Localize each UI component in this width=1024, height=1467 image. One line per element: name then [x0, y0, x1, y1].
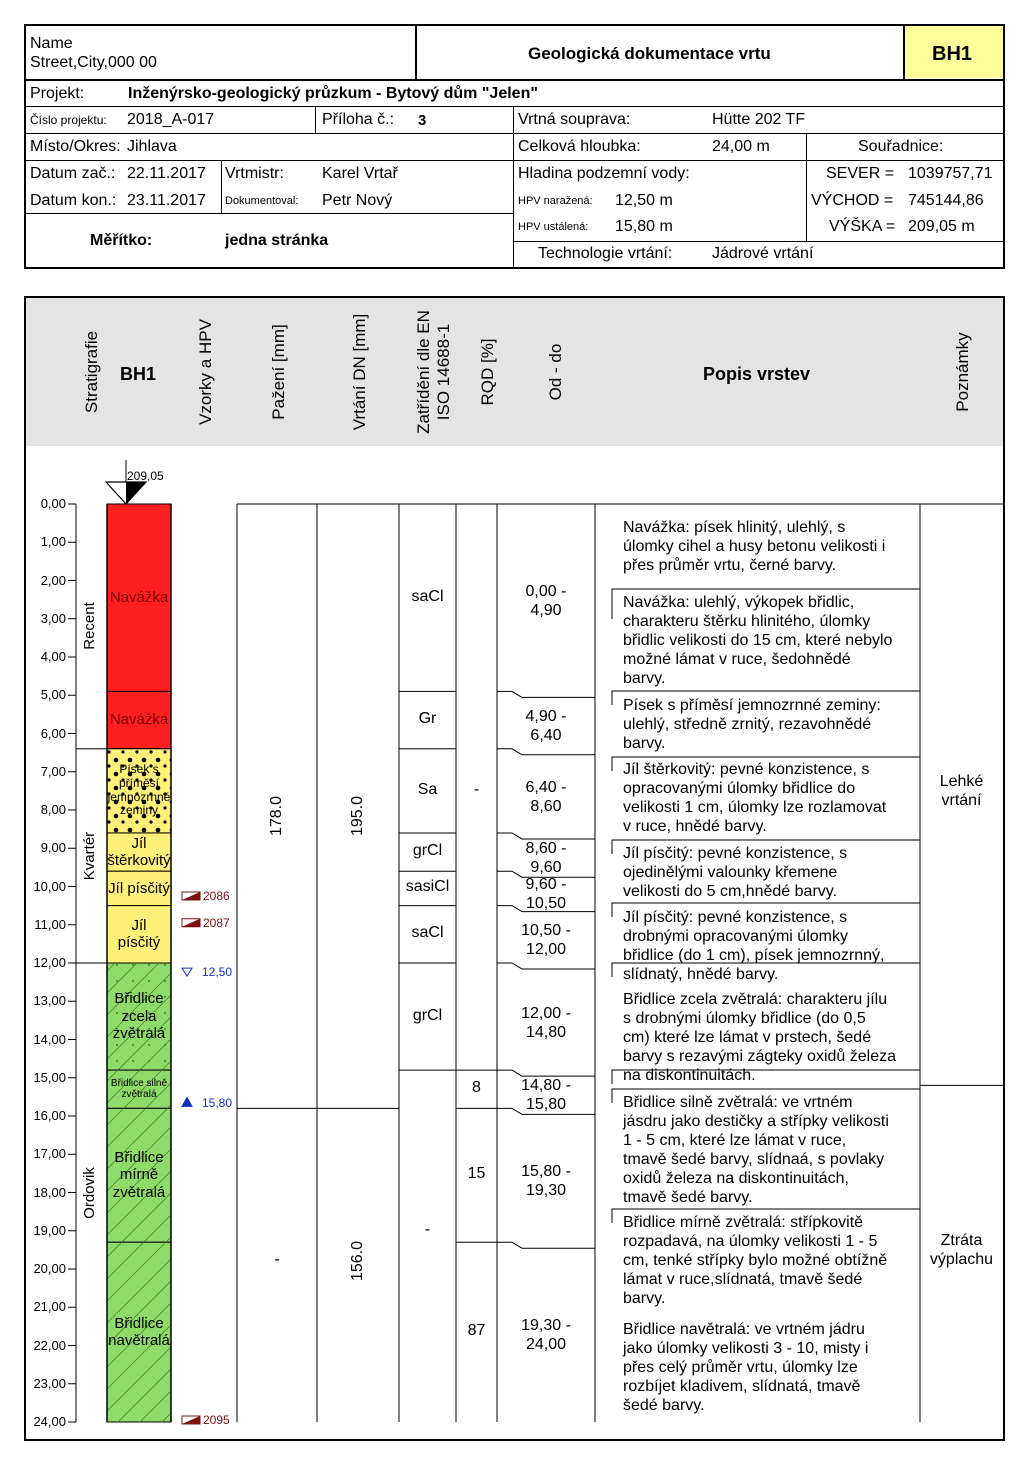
depth-label-3: 3,00 — [40, 610, 66, 626]
layer-description-8: Břidlice mírně zvětralá: střípkovitě rozpadavá, na úlomky velikosti 1 - 5 cm, tenké střípky bylo možné obtížně lámat v ruce,slídnatá, tmavě šedé barvy. — [623, 1214, 888, 1307]
layer-description-2: Písek s příměsí jemnozrnné zeminy: ulehlý, středně zrnitý, rezavohnědé barvy. — [623, 697, 881, 752]
col-header-class-line2: ISO 14688-1 — [434, 323, 453, 421]
depth-label-7: 7,00 — [40, 763, 66, 779]
annex-value: 3 — [418, 112, 427, 129]
depth-label-23: 23,00 — [33, 1375, 66, 1391]
class-value-0: saCl — [411, 587, 444, 605]
fromto-boundary-2 — [497, 749, 595, 755]
depth-label-10: 10,00 — [33, 878, 66, 894]
layer-label-2: Písek s příměsí jemnozrnné zeminy — [107, 762, 171, 818]
fromto-value-3: 8,60 - 9,60 — [525, 840, 567, 877]
layer-label-7: Břidlice silně zvětralá — [110, 1077, 168, 1101]
layer-label-6: Břidlice zcela zvětralá — [112, 990, 166, 1042]
layer-description-0: Navážka: písek hlinitý, ulehlý, s úlomky cihel a husy betonu velikosti i přes průměr vrtu, černé barvy. — [623, 519, 886, 574]
strat-unit-2: Ordovik — [81, 1166, 98, 1219]
project-no-label: Číslo projektu: — [30, 113, 107, 127]
depth-label-13: 13,00 — [33, 993, 66, 1009]
depth-label-12: 12,00 — [33, 955, 66, 970]
depth-label-5: 5,00 — [40, 687, 66, 703]
fromto-boundary-1 — [497, 691, 595, 697]
layer-description-1: Navážka: ulehlý, výkopek břidlic, charakteru štěrku hlinitého, úlomky břidlic velikosti do 15 cm, které nebylo možné lámat v ruce, šedohnědé barvy. — [623, 594, 893, 687]
documented-by-value: Petr Nový — [322, 192, 393, 209]
rqd-value-3: 87 — [467, 1322, 486, 1340]
layer-label-1: Navážka — [109, 711, 169, 729]
hpv-set-value: 15,80 m — [615, 218, 673, 235]
col-header-stratigraphy: Stratigrafie — [82, 330, 101, 414]
start-label: Datum zač.: — [30, 165, 116, 182]
project-label: Projekt: — [30, 85, 85, 102]
depth-label-0: 0,00 — [40, 496, 66, 511]
depth-label-17: 17,00 — [33, 1146, 66, 1162]
rig-label: Vrtná souprava: — [518, 111, 631, 128]
class-value-5: saCl — [411, 924, 444, 942]
project-no-value: 2018_A-017 — [127, 111, 215, 128]
class-value-1: Gr — [418, 710, 437, 728]
layer-label-8: Břidlice mírně zvětralá — [112, 1149, 166, 1201]
height-label: VÝŠKA = — [829, 218, 896, 235]
drilling-value-0: 195.0 — [349, 796, 366, 837]
col-header-samples: Vzorky a HPV — [196, 319, 215, 425]
water-marker-1 — [182, 1097, 192, 1106]
coords-label: Souřadnice: — [858, 138, 944, 155]
technology-value: Jádrové vrtání — [712, 245, 814, 262]
layer-label-3: Jíl štěrkovitý — [107, 834, 171, 869]
rig-value: Hütte 202 TF — [712, 111, 806, 128]
hpv-hit-label: HPV naražená: — [518, 195, 593, 207]
scale-label: Měřítko: — [90, 232, 153, 249]
north-label: SEVER = — [826, 165, 895, 182]
fromto-value-6: 12,00 - 14,80 — [521, 1004, 571, 1041]
col-header-class-line1: Zatřídění dle EN — [414, 310, 433, 434]
place-label: Místo/Okres: — [30, 138, 121, 155]
water-value-0: 12,50 — [202, 965, 233, 980]
place-value: Jihlava — [127, 138, 177, 155]
layer-description-7: Břidlice silně zvětralá: ve vrtném jásdru jako destičky a střípky velikosti 1 - 5 cm, které lze lámat v ruce, tmavě šedé barvy, slídnaá, s povlaky oxidů železa na diskontinuitách, tmavě šedé barvy. — [623, 1094, 889, 1206]
fromto-boundary-3 — [497, 833, 595, 839]
company-name: Name — [30, 35, 73, 52]
depth-value: 24,00 m — [712, 138, 770, 155]
rqd-value-2: 15 — [467, 1165, 486, 1183]
depth-label: Celková hloubka: — [518, 138, 641, 155]
strat-unit-0: Recent — [81, 602, 98, 651]
top-elevation: 209,05 — [127, 469, 164, 483]
depth-label-8: 8,00 — [40, 802, 66, 817]
bore-id: BH1 — [932, 43, 973, 65]
layer-description-4: Jíl písčitý: pevné konzistence, s ojedinělými valounky křemene velikosti do 5 cm,hnědé barvy. — [623, 845, 848, 900]
sample-id-0: 2086 — [203, 888, 230, 903]
sample-id-1: 2087 — [203, 915, 230, 930]
fromto-boundary-7 — [497, 1070, 595, 1076]
driller-label: Vrtmistr: — [225, 165, 284, 182]
depth-label-19: 19,00 — [33, 1222, 66, 1238]
depth-label-21: 21,00 — [33, 1299, 66, 1315]
layer-label-0: Navážka — [109, 589, 169, 606]
layer-label-5: Jíl písčitý — [117, 916, 161, 952]
col-header-from-to: Od - do — [546, 343, 565, 401]
class-dash: - — [424, 1220, 431, 1238]
fromto-value-0: 0,00 - 4,90 — [525, 582, 567, 619]
north-value: 1039757,71 — [908, 165, 993, 182]
driller-value: Karel Vrtař — [322, 165, 398, 182]
casing-value-0: 178.0 — [268, 796, 285, 837]
company-address: Street,City,000 00 — [30, 54, 157, 71]
col-header-rqd: RQD [%] — [478, 338, 497, 406]
scale-value: jedna stránka — [225, 232, 329, 249]
east-label: VÝCHOD = — [811, 192, 894, 209]
east-value: 745144,86 — [908, 192, 984, 209]
class-value-4: sasiCl — [405, 878, 450, 896]
fromto-boundary-6 — [497, 963, 595, 969]
depth-label-9: 9,00 — [40, 840, 66, 856]
layer-description-3: Jíl štěrkovitý: pevné konzistence, s opracovanými úlomky břidlice do velikosti 1 cm, úlomky lze rozlamovat v ruce, hnědé barvy. — [623, 761, 887, 835]
depth-label-15: 15,00 — [33, 1069, 66, 1085]
layer-description-6: Břidlice zcela zvětralá: charakteru jílu s drobnými úlomky břidlice (do 0,5 cm) které lze lámat v prstech, šedé barvy s rezavými zágteky oxidů železa na diskontinuitách. — [623, 991, 896, 1084]
depth-label-22: 22,00 — [33, 1337, 66, 1353]
fromto-value-5: 10,50 - 12,00 — [521, 922, 571, 959]
layer-description-9: Břidlice navětralá: ve vrtném jádru jako úlomky velikosti 3 - 10, misty i přes celý průměr vrtu, úlomky lze rozbíjet kladivem, slídnatá, tmavě šedé barvy. — [623, 1321, 869, 1414]
fromto-value-4: 9,60 - 10,50 — [525, 876, 567, 913]
technology-label: Technologie vrtání: — [538, 245, 673, 262]
rqd-value-0: - — [473, 780, 480, 798]
depth-label-18: 18,00 — [33, 1184, 66, 1200]
fromto-value-2: 6,40 - 8,60 — [525, 778, 567, 815]
depth-label-24: 24,00 — [33, 1414, 66, 1429]
depth-label-2: 2,00 — [40, 572, 66, 588]
hpv-hit-value: 12,50 m — [615, 192, 673, 209]
drilling-value-1: 156.0 — [349, 1241, 366, 1282]
groundwater-label: Hladina podzemní vody: — [518, 165, 690, 182]
rqd-value-1: 8 — [472, 1079, 481, 1097]
col-header-description: Popis vrstev — [703, 364, 811, 384]
fromto-value-7: 14,80 - 15,80 — [521, 1077, 571, 1114]
col-header-notes: Poznámky — [953, 332, 972, 412]
note-1: Ztráta výplachu — [929, 1231, 994, 1268]
fromto-value-1: 4,90 - 6,40 — [525, 708, 567, 745]
depth-label-6: 6,00 — [40, 725, 66, 741]
col-header-bh: BH1 — [120, 364, 157, 384]
depth-label-16: 16,00 — [33, 1108, 66, 1123]
strat-unit-1: Kvartér — [81, 831, 98, 881]
fromto-boundary-9 — [497, 1242, 595, 1248]
col-header-drilling: Vrtání DN [mm] — [350, 313, 369, 431]
note-0: Lehké vrtání — [939, 772, 984, 809]
depth-label-11: 11,00 — [34, 916, 66, 932]
start-value: 22.11.2017 — [127, 165, 206, 182]
end-value: 23.11.2017 — [127, 192, 206, 209]
class-value-6: grCl — [412, 1006, 443, 1024]
project-value: Inženýrsko-geologický průzkum - Bytový dům "Jelen" — [128, 85, 538, 102]
class-value-2: Sa — [417, 780, 438, 798]
col-header-casing: Pažení [mm] — [269, 324, 288, 420]
layer-label-9: Břidlice navětralá — [108, 1314, 170, 1349]
height-value: 209,05 m — [908, 218, 975, 235]
fromto-value-8: 15,80 - 19,30 — [521, 1163, 571, 1200]
sample-id-2: 2095 — [203, 1413, 230, 1427]
depth-label-20: 20,00 — [33, 1261, 66, 1276]
class-value-3: grCl — [412, 842, 443, 860]
hpv-set-label: HPV ustálená: — [518, 221, 589, 233]
fromto-value-9: 19,30 - 24,00 — [521, 1317, 571, 1354]
document-title: Geologická dokumentace vrtu — [528, 44, 771, 63]
documented-by-label: Dokumentoval: — [225, 195, 299, 207]
end-label: Datum kon.: — [30, 192, 117, 209]
layer-label-4: Jíl písčitý — [108, 879, 170, 897]
depth-label-4: 4,00 — [40, 649, 66, 664]
casing-value-1: - — [274, 1251, 280, 1269]
depth-label-14: 14,00 — [33, 1031, 66, 1047]
water-value-1: 15,80 — [202, 1096, 233, 1111]
annex-label: Příloha č.: — [322, 111, 395, 128]
layer-description-5: Jíl písčitý: pevné konzistence, s drobnými opracovanými úlomky břidlice (do 1 cm), písek jemnozrnný, slídnatý, hnědé barvy. — [623, 909, 885, 983]
water-marker-0 — [182, 968, 192, 976]
depth-label-1: 1,00 — [40, 534, 66, 550]
